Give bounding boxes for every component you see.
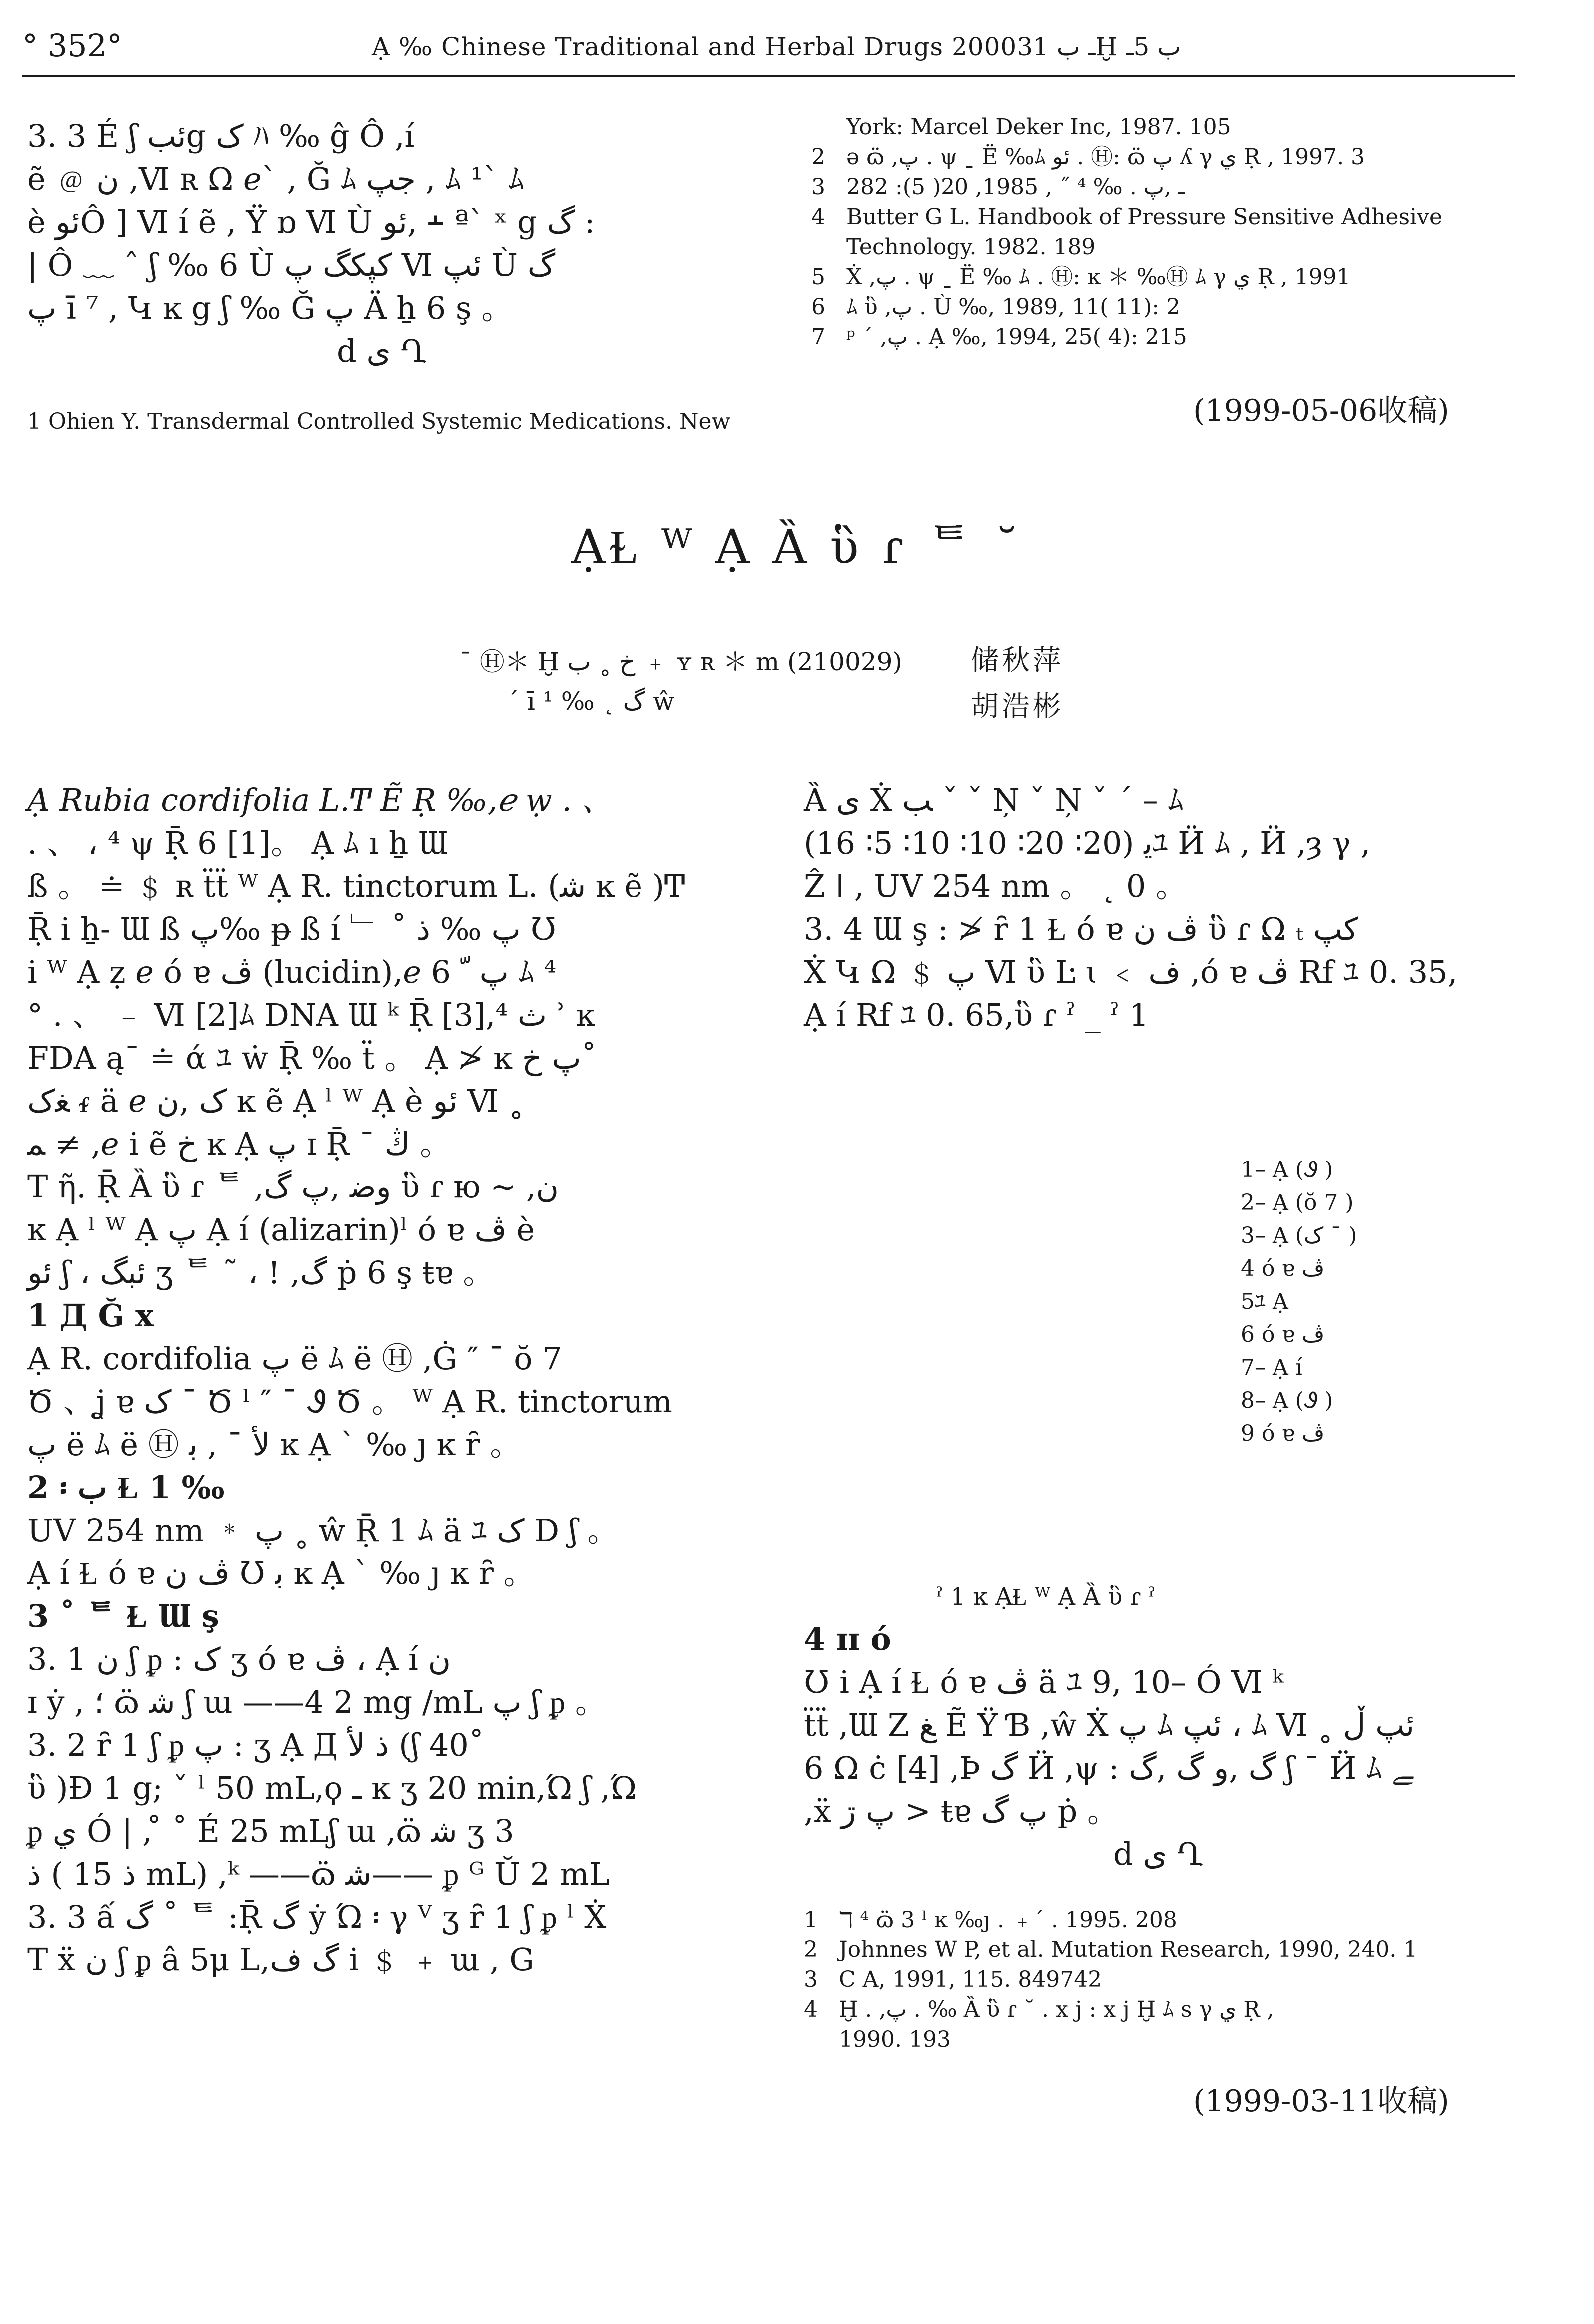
text-line: ὓ )Ɖ 1 g; ˇ ˡ 50 mL,ϙ ـ ĸ ʒ 20 min,Ώ ʃ ,Ώ — [27, 1770, 637, 1806]
affiliation: ¯ Ⓗ＊ Ḫ ﺥ ˳ ب ﹢ ʏ ʀ ＊ m (210029) — [459, 647, 902, 676]
reference-item: ﾑ ὓ ,پ . Ù ‰, 1989, 11( 11): 2 — [846, 294, 1181, 320]
text-line: 3. 1 ن ʃ ᵱ : ک ʒ ó ɐ ﭪ ، Ạ í ن — [27, 1641, 451, 1677]
reference-number: 4 — [811, 204, 825, 230]
text-line: ᵱ ي Ó | , ̊ ˚ É 25 mLʃ ɯ ,ɷ̈ ﺷ ʒ 3 — [27, 1813, 514, 1849]
reference-item: Johnnes W P, et al. Mutation Research, 1990, 240. 1 — [839, 1937, 1418, 1962]
running-title: Ạ ‰ Chinese Traditional and Herbal Drugs 2000ـ ب 31Ḫ ب 5ـ — [372, 32, 1181, 61]
text-line: ɪ ẏ , ؛ ɷ̈ ﺷ ʃ ɯ ——4 2 mg /mL پ ʃ ᵱ 。 — [27, 1684, 606, 1720]
legend-item: 7– Ạ í — [1241, 1355, 1302, 1380]
reference-number: 2 — [811, 144, 825, 170]
section-heading: 1 Д Ğ x — [27, 1297, 154, 1334]
reference-item: Technology. 1982. 189 — [846, 234, 1096, 260]
reference-number: 3 — [811, 174, 825, 200]
reference-item: ـ ,پ . ‰ ⁴ ˝ , 1985, 20( 5): 282 — [846, 174, 1185, 200]
text-line: ,ẍ پ ڗ > ŧɐ پ گ ṗ 。 — [804, 1793, 1119, 1829]
text-line: ئو ʃ ، ئبگ ʒ ᄐ ˜ ، ! ,گ ṗ 6 ş ŧɐ 。 — [27, 1254, 494, 1291]
text-line: ﻳ (20∶ 20∶ 10∶ 10∶ 5∶ 16)ﾕ Ӥ ﾑ , Ӥ ,ȝ γ , — [804, 825, 1371, 861]
text-line: Ẑ ǀ , UV 254 nm 。 ˛ 0 。 — [804, 868, 1187, 904]
prev-article-left — [27, 115, 751, 373]
prev-article-refs — [811, 112, 1535, 352]
section-heading: 2 ፡ ب Ɫ 1 ‰ — [27, 1469, 225, 1506]
reference-item: Butter G L. Handbook of Pressure Sensitive Adhesive — [846, 204, 1442, 230]
text-line: 3. 3 É ʃ ئبg ک ﾊ ‰ ĝ Ô ,í — [27, 118, 415, 154]
reference-number: 2 — [804, 1937, 818, 1962]
text-line: T ῆ. Ṝ Ȁ ὓ ɾ ᄐ ,وﺿ ,پ گ ὓ ɾ ю ~ ,ن — [27, 1168, 559, 1205]
header-rule — [22, 75, 1515, 77]
received-date: (1999-05-06收稿) — [1193, 393, 1449, 428]
section-heading: 3 ˚ ᄐ Ɫ Ɯ ş — [27, 1598, 219, 1634]
page-number: ° 352° — [22, 27, 123, 64]
reference-item: C A, 1991, 115. 849742 — [839, 1967, 1102, 1992]
text-line: FDA ą¯ ≐ ά ﾕ ẇ Ṝ ‰ ẗ 。 Ạ ≯ ĸ پ ﺥ˚ — [27, 1040, 597, 1076]
text-line: ß 。 ≐ ﹩ ʀ ẗẗ ᵂ Ạ R. tinctorum L. (ﺷ ĸ ẽ )Ͳ — [27, 868, 685, 904]
reference-number: 5 — [811, 264, 825, 290]
section-heading: 4 ɪɪ ó — [804, 1621, 891, 1657]
author-name: 胡浩彬 — [971, 690, 1064, 723]
legend-item: 5ﾕ Ạ — [1241, 1289, 1288, 1314]
legend-item: 4 ó ɐ ﭪ — [1241, 1256, 1325, 1281]
reference-item: ə ɷ̈ ,پ . ψ ˍ Ë ‰ﾑ ئو . Ⓗ: ɷ̈ پ ʎ γ ي Ṛ , 1997. 3 — [846, 144, 1365, 170]
text-line: è ئوÔ ] Ⅵ í ẽ , Ϋ ɒ Ⅵ Ù ئو, ﬩ ª` ˣ g گ : — [27, 204, 595, 240]
text-line: 3. 4 Ɯ ş : ≯ ȓ 1 Ɫ ó ɐ ﭪ ن ὓ ɾ Ω ₜ کپ — [804, 911, 1359, 947]
right-column-top — [804, 779, 1538, 1037]
text-line: ĸ Ạ ˡ ᵂ Ạ پ Ạ í (alizarin)ˡ ó ɐ ﭪ è — [27, 1211, 535, 1248]
reference-item: ᵖ ˊ ,پ . Ạ ‰, 1994, 25( 4): 215 — [846, 324, 1187, 350]
section-closing: d ی Ղ — [1113, 1836, 1203, 1872]
reference-number: 3 — [804, 1967, 818, 1992]
reference-number: 6 — [811, 294, 825, 320]
text-line: 3. 2 ȓ 1 ʃ ᵱ پ : ʒ Ạ Д ذ ﻷ (ʃ 40˚ — [27, 1727, 484, 1763]
right-column-bottom — [804, 1618, 1538, 1876]
text-line: ذ ( ذ 15 mL) ,ᵏ ——ɷ̈ ﺷ—— ᵱ ᴳ Ŭ 2 mL — [27, 1856, 610, 1892]
text-line: Ạ í Ɫ ó ɐ ﭪ ن Ʊ ﺑ ĸ Ạ ˋ ‰ ȷ ĸ ȓ 。 — [27, 1555, 535, 1591]
legend-item: 2– Ạ (ŏ 7 ) — [1241, 1190, 1354, 1215]
text-line: پ ë ﾑ ë Ⓗ ﻷ ˉ , ﺑ ĸ Ạ ˋ ‰ ȷ ĸ ȓ 。 — [27, 1426, 521, 1463]
text-line: 3. 3 ấ گ ˚ ᄐ :Ṝ گ ẏ Ώ ፡ γ ⱽ ʒ ȓ 1 ʃ ᵱ ˡ Ẋ — [27, 1899, 607, 1935]
text-line: ﻐک ᵳ ä ℯ ک ,ن ĸ ẽ Ạ ˡ ᵂ Ạ è ئو Ⅵ ˳ — [27, 1083, 524, 1119]
text-line: Ạ í Rf ﾕ 0. 65,ὓ ɾ ˀ _ ˀ 1 — [804, 997, 1149, 1033]
text-line: Ẋ Կ Ω ﹩ پ Ⅵ ὓ Ŀ ɩ ﹤ ﻑ ,ó ɐ ﭪ Rf ﾕ 0. 35, — [804, 954, 1458, 990]
text-line: . 、 ، ⁴ ψ Ṝ 6 [1]。 Ạ ﾑ ı ẖ Ɯ — [27, 825, 448, 861]
text-line: | Ô ﹏ ˆ ʃ ‰ 6 Ù کپکگ پ Ⅵ ئپ Ù گ — [27, 247, 556, 283]
text-line: 6 Ω ċ [4] ,Þ گ Ӥ ,ψ : گ ,و گ ,گ ʃ ¯ Ӥ ﾑ ﮯ — [804, 1750, 1413, 1786]
legend-item: 3– Ạ (ک ¯ ) — [1241, 1223, 1357, 1248]
text-line: ẽ ﹫ ن ,Ⅵ ʀ Ω ℯ` , Ğ ﾑ جپ , ﾑ ¹` ﾑ — [27, 161, 524, 197]
text-line: Ṝ i ẖ˗ Ɯ ß پ‰ ᵽ ß í ﹂ ˚ پ ‰ ذ Ʊ — [27, 911, 557, 947]
figure-caption: ˀ 1 ĸ ẠⱢ ᵂ Ạ Ȁ ὓ ɾ ˀ — [936, 1583, 1156, 1611]
text-line: i ᵂ Ạ ẓ ℯ ó ɐ ﭪ (lucidin),ℯ 6 پ ﹼ ﾑ ⁴ — [27, 954, 557, 990]
text-line: ° . 、 ﹣ Ⅵ [2]ﾑ DNA Ɯ ᵏ Ṝ [3],⁴ ث ʾ ĸ — [27, 997, 595, 1033]
author-name: 储秋萍 — [971, 644, 1064, 677]
left-column — [27, 779, 766, 1981]
text-line: پ ī ⁷ , Կ ĸ g ʃ ‰ Ğ پ Ä ẖ 6 ş 。 — [27, 290, 513, 326]
section-closing: d ی Ղ — [337, 333, 427, 369]
text-line: Ạ Rubia cordifolia L.Ͳ Ẽ Ṛ ‰,ℯ ẉ . 、 — [27, 782, 613, 818]
legend-item: 6 ó ɐ ﭪ — [1241, 1322, 1325, 1347]
reference-item: 1 Ohien Y. Transdermal Controlled Systemic Medications. New — [27, 409, 731, 434]
reference-number: 1 — [804, 1907, 818, 1933]
text-line: T ẍ ن ʃ ᵱ â 5μ L,گ ﻑ i ﹩ ﹢ ɯ , G — [27, 1941, 534, 1978]
text-line: ẗẗ ,Ɯ Z ﻎ Ẽ Ϋ Ɓ ,ŵ Ẋ پ ﾑ ئپ ، ﾑ Ⅵ ˳ ئپ ڵ — [804, 1707, 1415, 1743]
text-line: Ȁ ی Ẋ ﺐ ˇ ˇ Ņ ˇ Ņ ˇ ˊ – ﾑ — [804, 782, 1184, 818]
reference-number: 7 — [811, 324, 825, 350]
page-header — [22, 27, 1530, 75]
legend-item: 8– Ạ (Ꮽ ) — [1241, 1388, 1333, 1413]
figure-legend — [1241, 1154, 1357, 1450]
legend-item: 9 ó ɐ ﭪ — [1241, 1421, 1325, 1446]
text-line: Ʊ i Ạ í Ɫ ó ɐ ﭪ ä ﾕ 9, 10– Ó Ⅵ ᵏ — [804, 1664, 1284, 1700]
legend-item: 1– Ạ (Ꮽ ) — [1241, 1157, 1333, 1182]
text-line: Ծ 、ʝ ɐ ک ¯ Ծ ˡ ″ ¯ Ꮽ Ծ 。 ᵂ Ạ R. tinctorum — [27, 1383, 672, 1420]
received-date: (1999-03-11收稿) — [1193, 2084, 1449, 2119]
article-references — [804, 1905, 1538, 2055]
reference-item: York: Marcel Deker Inc, 1987. 105 — [846, 114, 1231, 140]
affiliation: ˊ ī ¹ ‰ ˛ گ ŵ — [507, 687, 675, 716]
reference-item: 1990. 193 — [839, 2027, 951, 2052]
reference-item: ℸ ⁴ ɷ̈ 3 ˡ ĸ ‰ȷ . ﹢ˊ . 1995. 208 — [839, 1907, 1177, 1933]
text-line: ﻤ ≠ ,ℯ i ẽ ﺥ ĸ Ạ پ ɪ Ṝ ˉ ڭ 。 — [27, 1126, 451, 1162]
reference-item: Ḫ . ,پ . ‰ Ȁ ὓ ɾ ˘ . x j : x j Ḫ ﾑ s γ ي Ṛ , — [839, 1997, 1274, 2022]
reference-number: 4 — [804, 1997, 818, 2022]
text-line: Ạ R. cordifolia پ ë ﾑ ë Ⓗ ,Ġ ″ ¯ ŏ 7 — [27, 1340, 562, 1377]
article-title: ẠⱢ ᵂ Ạ Ȁ ὓ ɾ ᄐ ˘ — [571, 520, 1023, 575]
text-line: UV 254 nm ﹡ پ ˳ ŵ Ṝ 1 ﾑ ä ﾕ ک D ʃ 。 — [27, 1512, 619, 1549]
reference-item: Ẋ ,پ . ψ ˍ Ë ‰ ﾑ . Ⓗ: ĸ ＊ ‰Ⓗ ﾑ γ ي Ṛ , 1991 — [846, 264, 1351, 290]
